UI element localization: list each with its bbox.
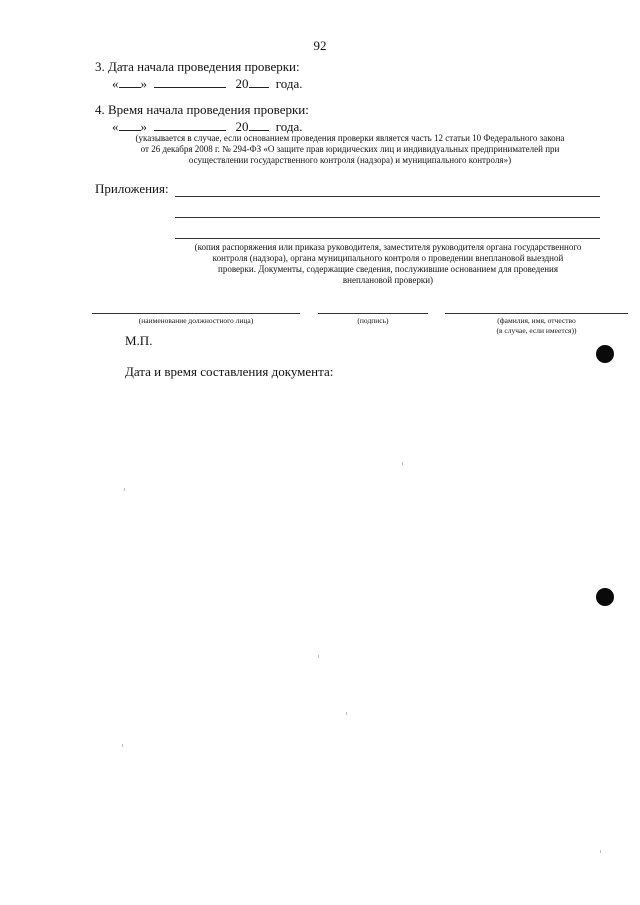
year-suffix: года. <box>275 76 303 91</box>
quote-open: « <box>112 119 119 134</box>
attachments-note <box>168 242 608 286</box>
day-blank <box>119 75 141 88</box>
scan-speck <box>402 462 403 465</box>
position-label: (наименование должностного лица) <box>138 316 254 325</box>
year-prefix: 20 <box>235 119 249 134</box>
full-name-label <box>445 316 628 336</box>
scan-speck <box>600 850 601 853</box>
year-suffix: года. <box>275 119 303 134</box>
label-line: (фамилия, имя, отчество <box>497 316 576 325</box>
punch-hole-bottom <box>596 588 614 606</box>
day-blank <box>119 118 141 131</box>
item3-title: 3. Дата начала проведения проверки: <box>95 59 300 74</box>
year-prefix: 20 <box>235 76 249 91</box>
year-blank <box>249 118 269 131</box>
attachments-line-1 <box>175 196 600 197</box>
note-line: проверки. Документы, содержащие сведения, послужившие основанием для проведения <box>218 264 558 274</box>
note-line: (указывается в случае, если основанием проведения проверки является часть 12 статьи 10 Федерального закона <box>135 133 565 143</box>
note-line: от 26 декабря 2008 г. № 294-ФЗ «О защите прав юридических лиц и индивидуальных предпринимателей при <box>140 144 560 154</box>
attachments-line-3 <box>175 238 600 239</box>
item3-date-fill <box>112 75 303 92</box>
punch-hole-top <box>596 345 614 363</box>
page-number: 92 <box>313 38 327 53</box>
datetime-label: Дата и время составления документа: <box>125 364 334 379</box>
note-line: внеплановой проверки) <box>342 275 434 285</box>
scan-speck <box>124 488 125 491</box>
scan-speck <box>122 744 123 747</box>
attachments-label: Приложения: <box>95 181 169 196</box>
position-line <box>92 313 300 314</box>
item4-title: 4. Время начала проведения проверки: <box>95 102 309 117</box>
label-line: (в случае, если имеется)) <box>496 326 577 335</box>
note-line: осуществлении государственного контроля (надзора) и муниципального контроля») <box>188 155 512 165</box>
signature-label: (подпись) <box>357 316 389 325</box>
scan-speck <box>346 712 347 715</box>
scan-speck <box>318 655 319 658</box>
note-line: (копия распоряжения или приказа руководителя, заместителя руководителя органа государственного <box>194 242 582 252</box>
signature-line <box>318 313 428 314</box>
quote-open: « <box>112 76 119 91</box>
full-name-line <box>445 313 628 314</box>
seal-mark: М.П. <box>125 333 153 348</box>
month-blank <box>154 118 226 131</box>
quote-close: » <box>140 119 147 134</box>
year-blank <box>249 75 269 88</box>
item4-note <box>100 133 600 166</box>
month-blank <box>154 75 226 88</box>
quote-close: » <box>140 76 147 91</box>
note-line: контроля (надзора), органа муниципального контроля о проведении внеплановой выездной <box>212 253 564 263</box>
attachments-line-2 <box>175 217 600 218</box>
